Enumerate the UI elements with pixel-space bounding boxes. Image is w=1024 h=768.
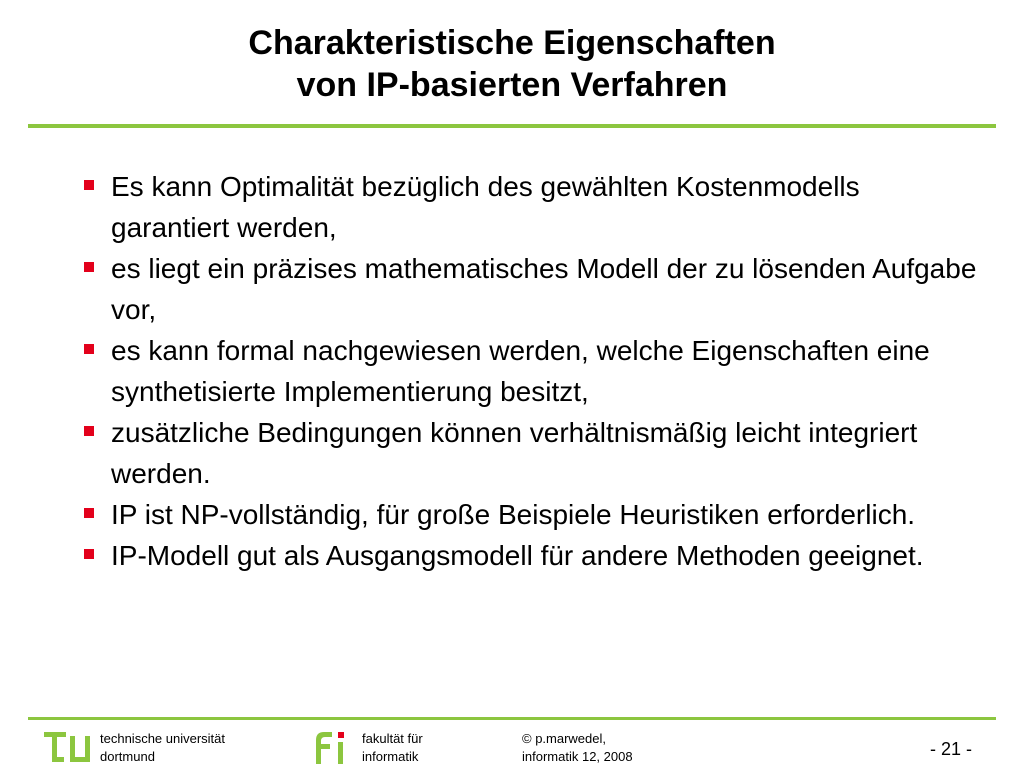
bullet-marker-icon bbox=[84, 180, 94, 190]
bullet-text: IP ist NP-vollständig, für große Beispiele Heuristiken erforderlich. bbox=[111, 499, 916, 530]
title-line-1: Charakteristische Eigenschaften bbox=[248, 24, 776, 62]
page-number: - 21 - bbox=[930, 739, 973, 759]
copyright-line-1: © p.marwedel, bbox=[522, 731, 606, 746]
bullet-text: Es kann Optimalität bezüglich des gewählten Kostenmodells garantiert werden, bbox=[111, 171, 860, 243]
bullet-item bbox=[78, 494, 978, 535]
bullet-item bbox=[78, 535, 978, 576]
faculty-line-2: informatik bbox=[362, 749, 419, 764]
university-name bbox=[100, 730, 225, 766]
fi-logo-icon bbox=[308, 726, 356, 766]
tu-logo-icon bbox=[42, 726, 94, 766]
bullet-marker-icon bbox=[84, 344, 94, 354]
copyright-notice bbox=[522, 730, 633, 766]
bullet-marker-icon bbox=[84, 549, 94, 559]
bullet-text: IP-Modell gut als Ausgangsmodell für andere Methoden geeignet. bbox=[111, 540, 924, 571]
bullet-text: zusätzliche Bedingungen können verhältnismäßig leicht integriert werden. bbox=[111, 417, 918, 489]
bullet-text: es kann formal nachgewiesen werden, welche Eigenschaften eine synthetisierte Implementierung besitzt, bbox=[111, 335, 930, 407]
slide-title bbox=[0, 22, 1024, 106]
faculty-line-1: fakultät für bbox=[362, 731, 423, 746]
bullet-item bbox=[78, 330, 978, 412]
university-line-2: dortmund bbox=[100, 749, 155, 764]
bullet-item bbox=[78, 166, 978, 248]
university-line-1: technische universität bbox=[100, 731, 226, 746]
bullet-marker-icon bbox=[84, 262, 94, 272]
title-line-2: von IP-basierten Verfahren bbox=[296, 66, 728, 104]
title-divider bbox=[28, 124, 996, 128]
bullet-item bbox=[78, 412, 978, 494]
bullet-marker-icon bbox=[84, 508, 94, 518]
copyright-line-2: informatik 12, 2008 bbox=[522, 749, 633, 764]
bullet-item bbox=[78, 248, 978, 330]
footer-divider bbox=[28, 717, 996, 720]
faculty-name bbox=[362, 730, 423, 766]
bullet-marker-icon bbox=[84, 426, 94, 436]
bullet-text: es liegt ein präzises mathematisches Modell der zu lösenden Aufgabe vor, bbox=[111, 253, 977, 325]
bullet-list bbox=[78, 166, 978, 576]
